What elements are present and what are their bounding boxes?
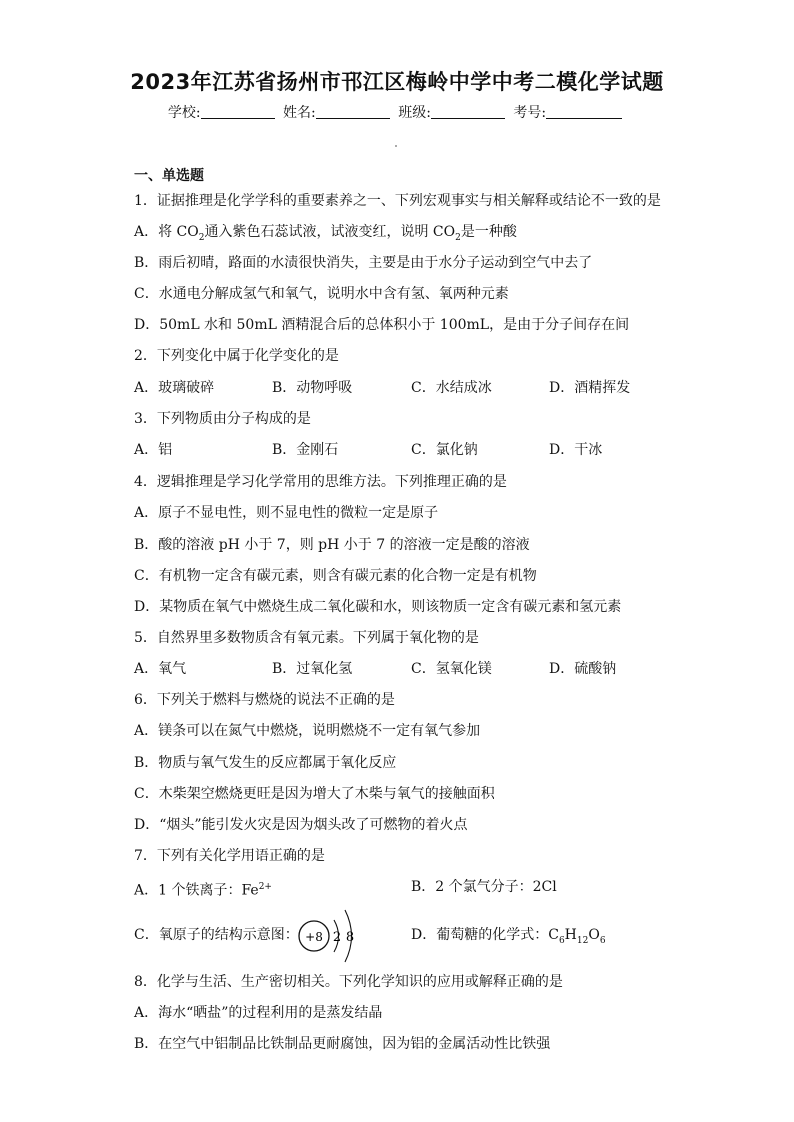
- question-stem: 4．逻辑推理是学习化学常用的思维方法。下列推理正确的是: [134, 474, 507, 490]
- school-label: 学校:: [167, 105, 201, 121]
- question-option: C．氯化钠: [411, 442, 478, 458]
- question-option: D．酒精挥发: [549, 380, 631, 396]
- question-option: B．金刚石: [272, 442, 339, 458]
- scan-dot: [395, 145, 397, 147]
- question-stem: 1．证据推理是化学学科的重要素养之一、下列宏观事实与相关解释或结论不一致的是: [134, 193, 661, 209]
- question-option: A．铝: [134, 442, 173, 458]
- name-blank[interactable]: [316, 104, 390, 119]
- class-blank[interactable]: [431, 104, 505, 119]
- question-option: C．木柴架空燃烧更旺是因为增大了木柴与氧气的接触面积: [134, 786, 495, 802]
- question-option: A．镁条可以在氮气中燃烧，说明燃烧不一定有氧气参加: [134, 723, 481, 739]
- school-blank[interactable]: [201, 104, 275, 119]
- section-title: 一、单选题: [134, 168, 204, 184]
- exam-no-label: 考号:: [513, 105, 547, 121]
- question-option: A．氧气: [134, 661, 187, 677]
- question-option: A．原子不显电性，则不显电性的微粒一定是原子: [134, 505, 439, 521]
- question-option: B．物质与氧气发生的反应都属于氧化反应: [134, 755, 397, 771]
- question-option: D．某物质在氧气中燃烧生成二氧化碳和水，则该物质一定含有碳元素和氢元素: [134, 599, 622, 615]
- question-option: B．2 个氯气分子：2Cl: [411, 879, 557, 895]
- question-stem: 2．下列变化中属于化学变化的是: [134, 348, 339, 364]
- question-option: C．有机物一定含有碳元素，则含有碳元素的化合物一定是有机物: [134, 568, 537, 584]
- student-info-line: [0, 102, 794, 122]
- question-option: B．雨后初晴，路面的水渍很快消失，主要是由于水分子运动到空气中去了: [134, 255, 593, 271]
- shell-electrons: 2: [332, 930, 342, 945]
- shell-electrons: 8: [345, 930, 355, 945]
- question-stem: 7．下列有关化学用语正确的是: [134, 848, 325, 864]
- question-option: C．氧原子的结构示意图：: [134, 927, 299, 943]
- name-label: 姓名:: [283, 105, 316, 121]
- question-option: D．硫酸钠: [549, 661, 617, 677]
- question-stem: 8．化学与生活、生产密切相关。下列化学知识的应用或解释正确的是: [134, 974, 563, 990]
- question-stem: 5．自然界里多数物质含有氧元素。下列属于氧化物的是: [134, 630, 479, 646]
- nucleus-charge: +8: [305, 930, 323, 944]
- question-option: A．玻璃破碎: [134, 380, 215, 396]
- question-stem: 3．下列物质由分子构成的是: [134, 411, 311, 427]
- exam-no-blank[interactable]: [546, 104, 622, 119]
- class-label: 班级:: [398, 105, 431, 121]
- exam-title: 2023年江苏省扬州市邗江区梅岭中学中考二模化学试题: [130, 70, 664, 94]
- question-stem: 6．下列关于燃料与燃烧的说法不正确的是: [134, 692, 395, 708]
- question-option: D．50mL 水和 50mL 酒精混合后的总体积小于 100mL，是由于分子间存在间: [134, 317, 630, 333]
- question-option: A．1 个铁离子：$Fe^{2+}$: [134, 882, 272, 899]
- question-option: D．“烟头”能引发火灾是因为烟头改了可燃物的着火点: [134, 817, 468, 833]
- question-option: B．酸的溶液 pH 小于 7，则 pH 小于 7 的溶液一定是酸的溶液: [134, 537, 530, 553]
- question-option: C．水通电分解成氢气和氧气，说明水中含有氢、氧两种元素: [134, 286, 509, 302]
- question-option: B．在空气中铝制品比铁制品更耐腐蚀，因为铝的金属活动性比铁强: [134, 1036, 551, 1052]
- question-option: C．氢氧化镁: [411, 661, 492, 677]
- question-option: D．葡萄糖的化学式：$C_6H_{12}O_6$: [411, 927, 606, 946]
- question-option: D．干冰: [549, 442, 603, 458]
- question-option: B．过氧化氢: [272, 661, 353, 677]
- question-option: A．海水“晒盐”的过程利用的是蒸发结晶: [134, 1005, 383, 1021]
- question-option: A．将 $CO_2$通入紫色石蕊试液，试液变红，说明 $CO_2$是一种酸: [134, 224, 517, 243]
- question-option: C．水结成冰: [411, 380, 492, 396]
- oxygen-atom-diagram: [296, 906, 406, 966]
- question-option: B．动物呼吸: [272, 380, 353, 396]
